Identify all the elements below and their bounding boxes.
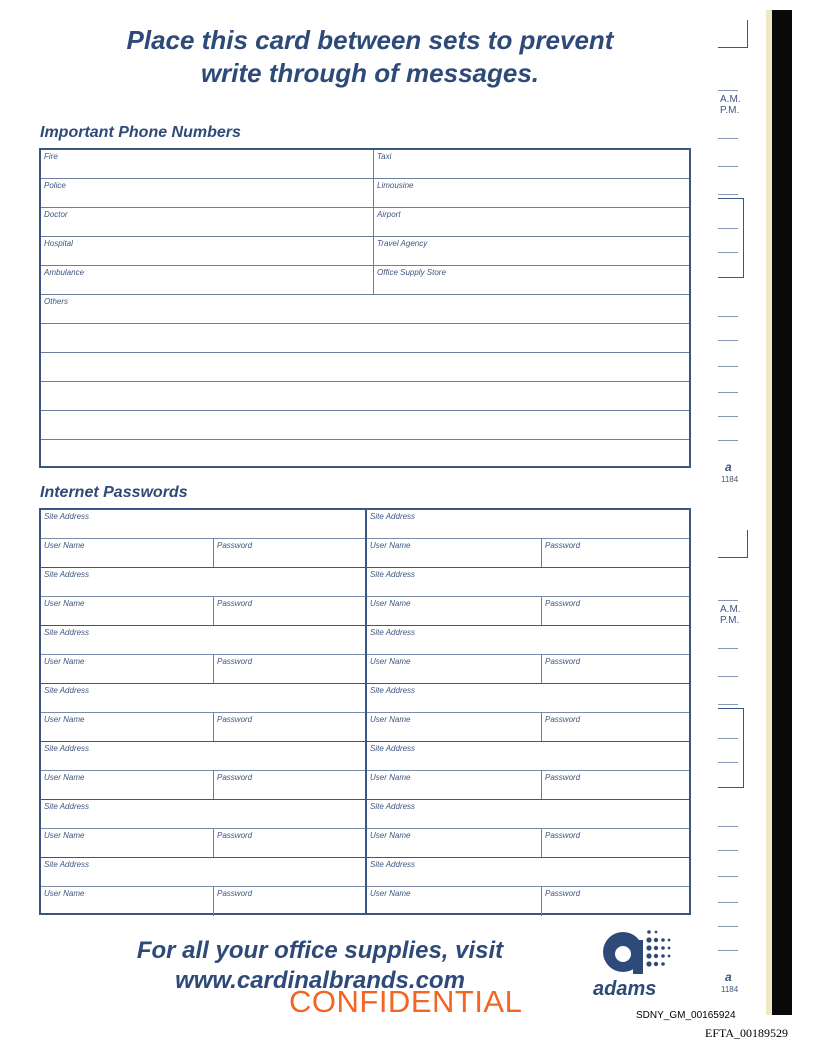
- blank-line[interactable]: [41, 411, 689, 440]
- user-name-field-label: User Name: [370, 773, 411, 782]
- password-field[interactable]: [213, 713, 365, 741]
- edge-box: [718, 20, 748, 48]
- password-field[interactable]: [541, 887, 689, 916]
- phone-field[interactable]: [373, 150, 689, 178]
- password-field[interactable]: [213, 539, 365, 567]
- site-address-field[interactable]: [367, 510, 689, 538]
- edge-tick: [718, 826, 738, 827]
- phone-section-title: Important Phone Numbers: [40, 124, 241, 141]
- user-name-field-label: User Name: [44, 715, 85, 724]
- user-name-field-label: User Name: [370, 831, 411, 840]
- user-name-field-label: User Name: [370, 599, 411, 608]
- blank-line[interactable]: [41, 324, 689, 353]
- edge-tick: [718, 340, 738, 341]
- user-name-field[interactable]: [41, 771, 213, 799]
- password-field[interactable]: [213, 597, 365, 625]
- user-name-field[interactable]: [41, 829, 213, 857]
- password-field-label: Password: [545, 599, 581, 608]
- edge-tick: [718, 316, 738, 317]
- phone-row: [41, 237, 689, 266]
- phone-row: [41, 179, 689, 208]
- user-name-field-label: User Name: [44, 657, 85, 666]
- password-field[interactable]: [541, 597, 689, 625]
- phone-row: [41, 150, 689, 179]
- user-name-field[interactable]: [41, 655, 213, 683]
- site-address-field[interactable]: [41, 626, 365, 654]
- site-address-label: Site Address: [370, 686, 416, 695]
- adams-mini-logo-icon: a: [725, 460, 732, 474]
- password-field[interactable]: [541, 713, 689, 741]
- site-address-label: Site Address: [44, 512, 90, 521]
- edge-tick: [718, 416, 738, 417]
- password-field-label: Password: [217, 831, 253, 840]
- password-field-label: Password: [545, 831, 581, 840]
- edge-tick: [718, 366, 738, 367]
- password-field-label: Password: [217, 715, 253, 724]
- phone-field[interactable]: [373, 208, 689, 236]
- edge-tick: [718, 902, 738, 903]
- edge-tick: [718, 876, 738, 877]
- site-address-label: Site Address: [370, 744, 416, 753]
- user-name-field[interactable]: [367, 597, 541, 625]
- user-name-field-label: User Name: [44, 773, 85, 782]
- site-address-field[interactable]: [367, 684, 689, 712]
- user-name-field[interactable]: [41, 539, 213, 567]
- phone-field-label: Ambulance: [44, 268, 85, 277]
- password-field[interactable]: [213, 829, 365, 857]
- edge-tick: [718, 762, 738, 763]
- password-field-label: Password: [545, 657, 581, 666]
- blank-line[interactable]: [41, 382, 689, 411]
- user-name-field-label: User Name: [44, 889, 85, 898]
- site-address-field[interactable]: [367, 742, 689, 770]
- site-address-field[interactable]: [41, 510, 365, 538]
- site-address-field[interactable]: [41, 800, 365, 828]
- password-field[interactable]: [541, 539, 689, 567]
- password-field[interactable]: [213, 655, 365, 683]
- headline-line-1: Place this card between sets to prevent: [126, 25, 614, 55]
- adams-brand-wordmark: adams: [593, 978, 657, 1000]
- site-address-field[interactable]: [41, 858, 365, 886]
- edge-box: [718, 530, 748, 558]
- edge-tick: [718, 676, 738, 677]
- phone-field[interactable]: [41, 179, 373, 207]
- others-row[interactable]: [41, 295, 689, 324]
- password-field-label: Password: [545, 773, 581, 782]
- user-name-field[interactable]: [367, 655, 541, 683]
- site-address-label: Site Address: [370, 802, 416, 811]
- user-name-field-label: User Name: [44, 599, 85, 608]
- pm-label: P.M.: [720, 105, 740, 116]
- others-label: Others: [44, 297, 69, 306]
- edge-tick: [718, 252, 738, 253]
- form-number: 1184: [721, 985, 739, 994]
- user-name-field[interactable]: [367, 771, 541, 799]
- password-field-label: Password: [217, 541, 253, 550]
- bates-number-sdny: SDNY_GM_00165924: [636, 1010, 736, 1021]
- password-field-label: Password: [217, 599, 253, 608]
- phone-field[interactable]: [41, 266, 373, 294]
- pm-label: P.M.: [720, 615, 740, 626]
- password-field-label: Password: [217, 889, 253, 898]
- password-field-label: Password: [545, 889, 581, 898]
- password-field-label: Password: [545, 715, 581, 724]
- site-address-label: Site Address: [370, 860, 416, 869]
- blank-line[interactable]: [41, 440, 689, 469]
- password-field-label: Password: [545, 541, 581, 550]
- user-name-field-label: User Name: [370, 657, 411, 666]
- site-address-label: Site Address: [44, 686, 90, 695]
- password-field[interactable]: [213, 887, 365, 916]
- am-label: A.M.: [720, 604, 741, 615]
- site-address-field[interactable]: [367, 626, 689, 654]
- passwords-grid: [39, 508, 691, 915]
- edge-tick: [718, 90, 738, 91]
- password-field[interactable]: [541, 655, 689, 683]
- user-name-field-label: User Name: [370, 889, 411, 898]
- blank-line[interactable]: [41, 353, 689, 382]
- site-address-label: Site Address: [44, 570, 90, 579]
- edge-tick: [718, 166, 738, 167]
- edge-bracket: [718, 708, 744, 788]
- site-address-field[interactable]: [367, 800, 689, 828]
- user-name-field[interactable]: [41, 597, 213, 625]
- site-address-label: Site Address: [370, 570, 416, 579]
- site-address-field[interactable]: [41, 568, 365, 596]
- confidential-stamp: CONFIDENTIAL: [289, 984, 523, 1019]
- bates-number-efta: EFTA_00189529: [705, 1026, 789, 1040]
- phone-field-label: Limousine: [377, 181, 414, 190]
- site-address-field[interactable]: [367, 858, 689, 886]
- edge-tick: [718, 738, 738, 739]
- user-name-field-label: User Name: [44, 831, 85, 840]
- site-address-label: Site Address: [44, 802, 90, 811]
- password-field[interactable]: [541, 829, 689, 857]
- user-name-field[interactable]: [367, 887, 541, 916]
- site-address-label: Site Address: [370, 628, 416, 637]
- site-address-label: Site Address: [44, 744, 90, 753]
- scan-edge-bar: [772, 10, 792, 1015]
- edge-tick: [718, 648, 738, 649]
- adams-mini-logo-icon: a: [725, 970, 732, 984]
- phone-field[interactable]: [373, 237, 689, 265]
- phone-field-label: Fire: [44, 152, 58, 161]
- phone-field-label: Taxi: [377, 152, 392, 161]
- user-name-field[interactable]: [367, 829, 541, 857]
- site-address-field[interactable]: [367, 568, 689, 596]
- phone-field[interactable]: [41, 208, 373, 236]
- password-field[interactable]: [541, 771, 689, 799]
- phone-field-label: Hospital: [44, 239, 73, 248]
- edge-tick: [718, 194, 738, 195]
- edge-bracket: [718, 198, 744, 278]
- site-address-field[interactable]: [41, 742, 365, 770]
- edge-tick: [718, 392, 738, 393]
- password-field[interactable]: [213, 771, 365, 799]
- edge-tick: [718, 228, 738, 229]
- user-name-field-label: User Name: [44, 541, 85, 550]
- edge-tick: [718, 440, 738, 441]
- headline-line-2: write through of messages.: [200, 58, 540, 88]
- edge-tick: [718, 926, 738, 927]
- footer-line-2: www.cardinalbrands.com: [175, 967, 465, 994]
- user-name-field-label: User Name: [370, 541, 411, 550]
- edge-tick: [718, 138, 738, 139]
- user-name-field[interactable]: [41, 887, 213, 916]
- card-headline: [70, 24, 670, 90]
- edge-tick: [718, 950, 738, 951]
- edge-tick: [718, 850, 738, 851]
- user-name-field[interactable]: [367, 713, 541, 741]
- site-address-label: Site Address: [44, 860, 90, 869]
- phone-field-label: Police: [44, 181, 66, 190]
- edge-tick: [718, 600, 738, 601]
- password-section-title: Internet Passwords: [40, 484, 188, 501]
- user-name-field-label: User Name: [370, 715, 411, 724]
- phone-field[interactable]: [373, 266, 689, 294]
- am-label: A.M.: [720, 94, 741, 105]
- phone-field-label: Doctor: [44, 210, 68, 219]
- edge-tick: [718, 704, 738, 705]
- phone-field[interactable]: [373, 179, 689, 207]
- site-address-field[interactable]: [41, 684, 365, 712]
- phone-field-label: Office Supply Store: [377, 268, 446, 277]
- column-divider: [365, 510, 367, 913]
- user-name-field[interactable]: [41, 713, 213, 741]
- form-number: 1184: [721, 475, 739, 484]
- phone-field[interactable]: [41, 237, 373, 265]
- phone-row: [41, 266, 689, 295]
- site-address-label: Site Address: [370, 512, 416, 521]
- site-address-label: Site Address: [44, 628, 90, 637]
- password-field-label: Password: [217, 773, 253, 782]
- phone-field-label: Travel Agency: [377, 239, 428, 248]
- adjacent-pad-edge: [708, 10, 766, 1010]
- footer-line-1: For all your office supplies, visit: [136, 937, 504, 964]
- password-field-label: Password: [217, 657, 253, 666]
- phone-field-label: Airport: [377, 210, 401, 219]
- phone-row: [41, 208, 689, 237]
- phone-numbers-grid: [39, 148, 691, 468]
- phone-field[interactable]: [41, 150, 373, 178]
- user-name-field[interactable]: [367, 539, 541, 567]
